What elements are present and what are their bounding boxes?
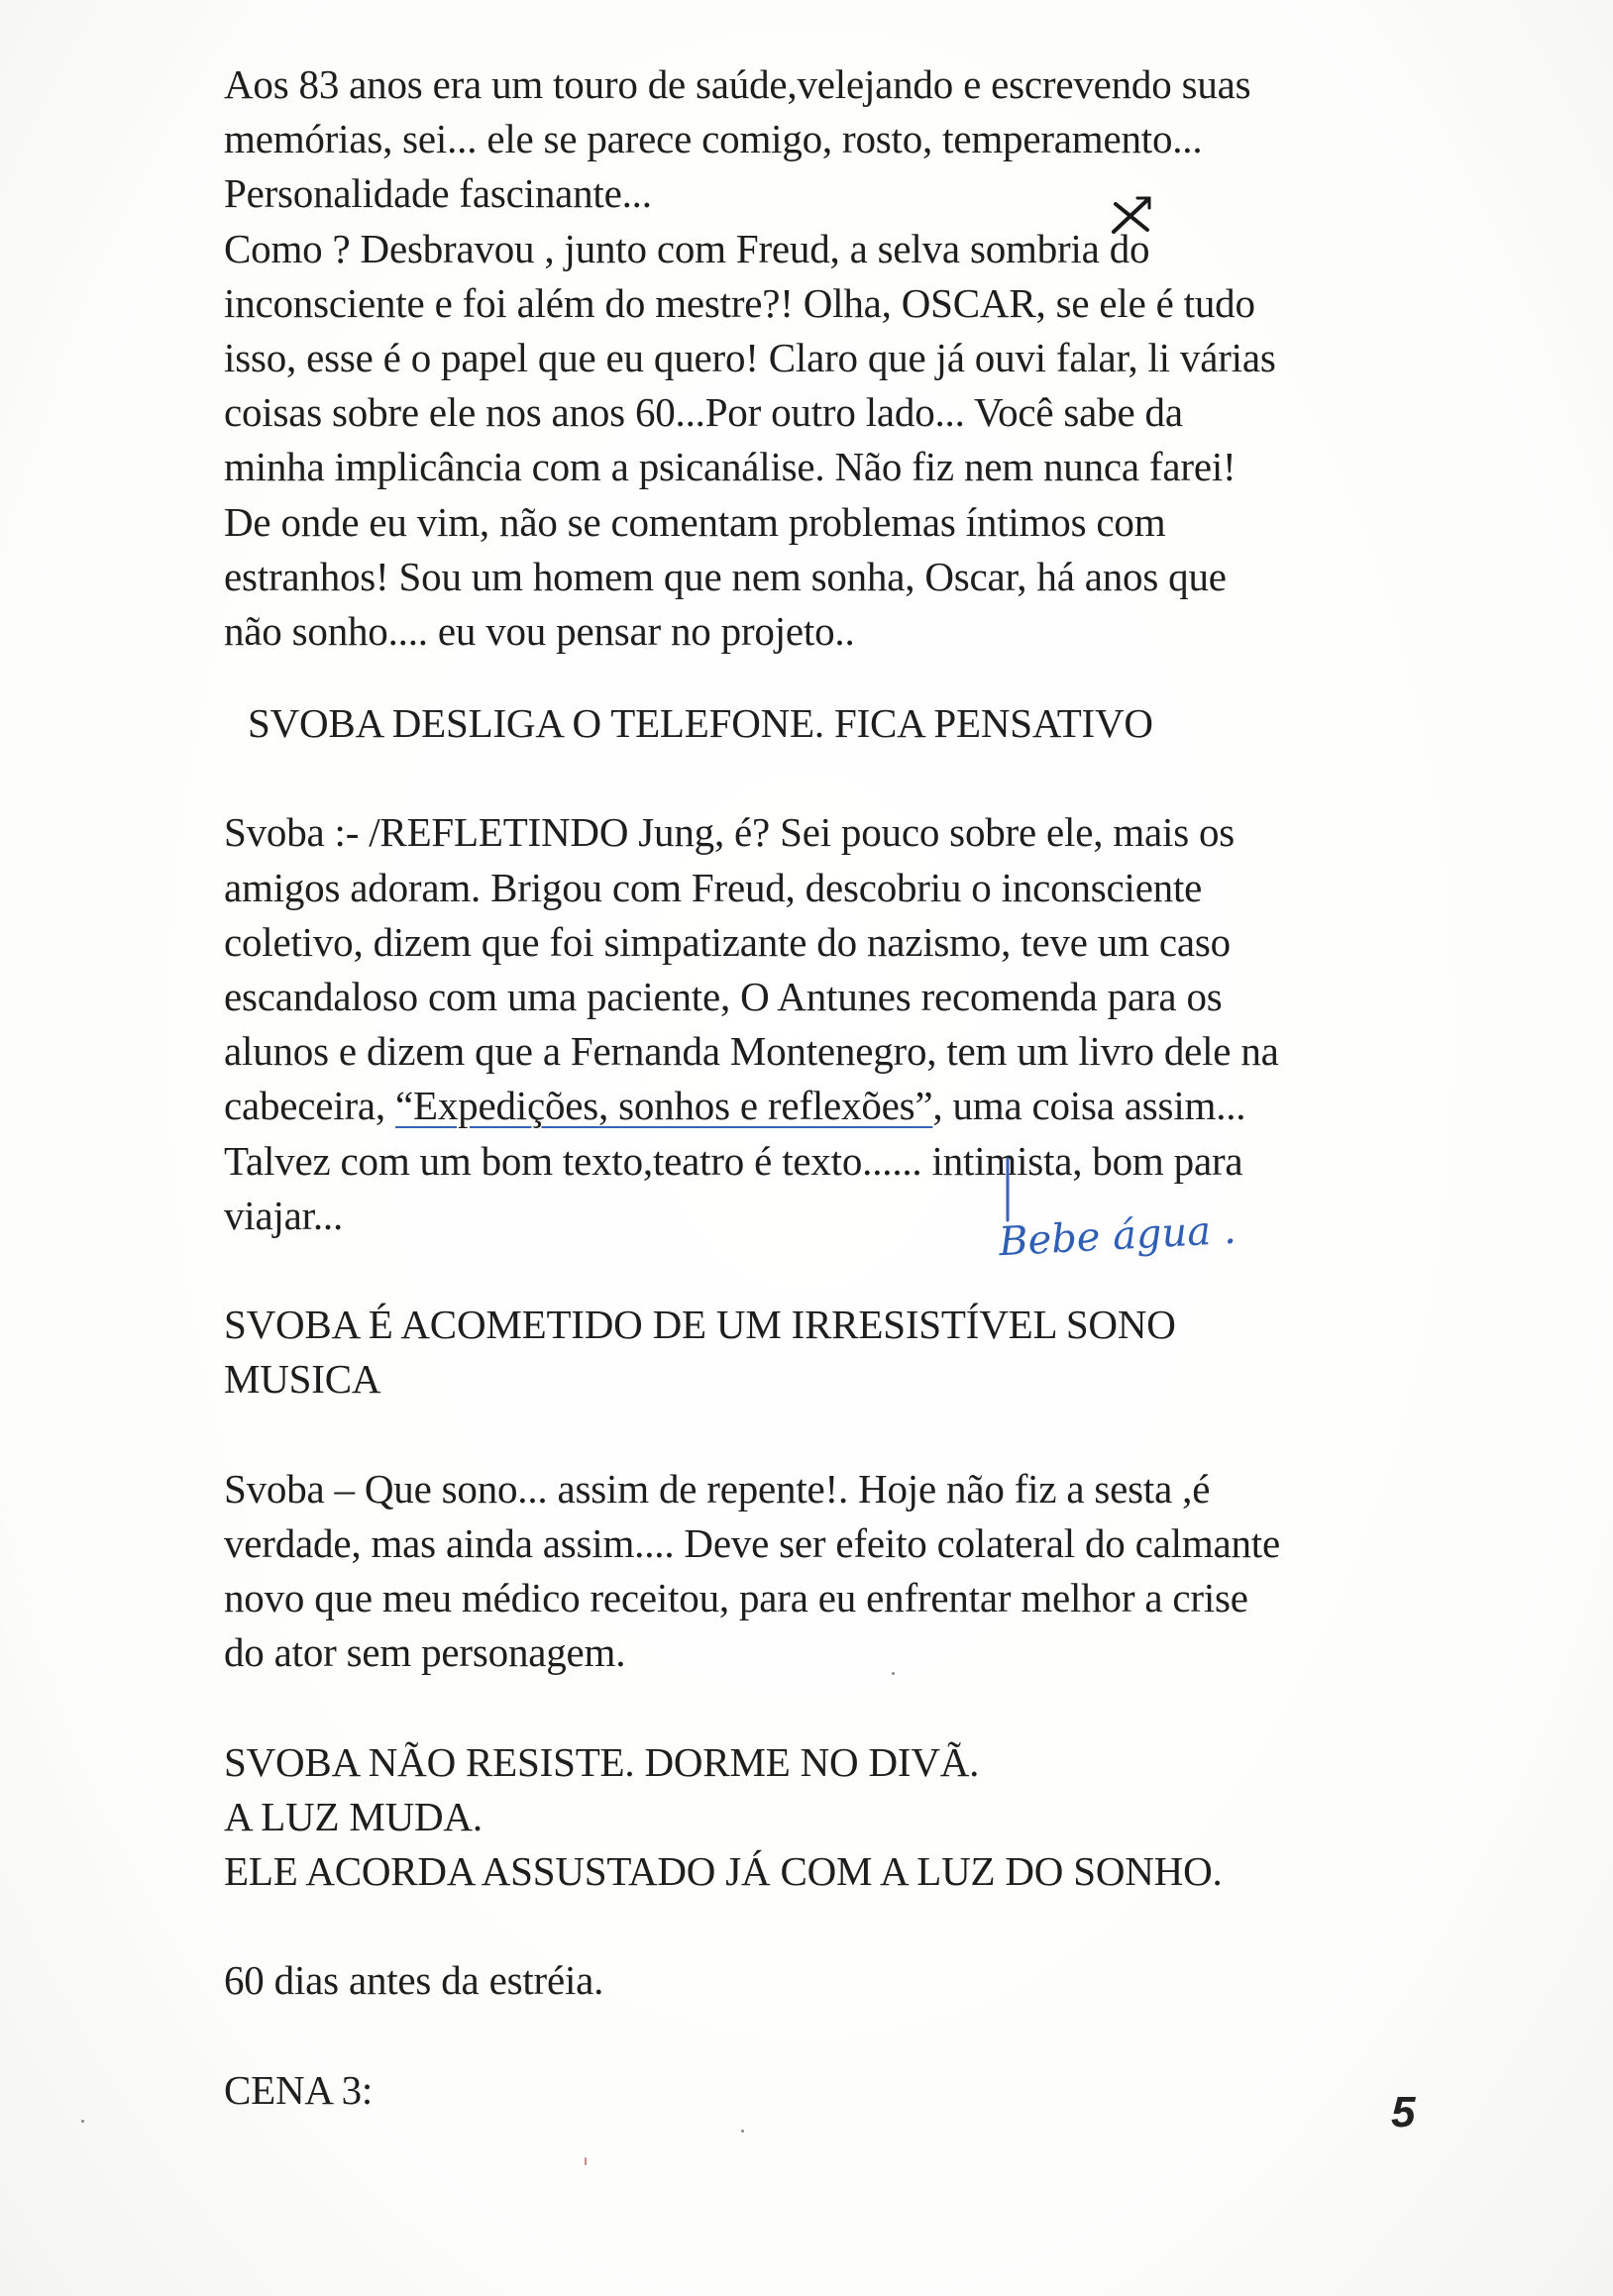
stage-direction: A LUZ MUDA. [224,1793,483,1839]
scene-heading: CENA 3: [224,2066,374,2113]
text-line: inconsciente e foi além do mestre?! Olha, OSCAR, se ele é tudo [224,279,1255,326]
script-text [224,57,1542,2118]
text-line: viajar... [224,1192,344,1238]
text-line: alunos e dizem que a Fernanda Montenegro, tem um livro dele na [224,1028,1279,1075]
text-line: Svoba – Que sono... assim de repente!. Hoje não fiz a sesta ,é [224,1465,1211,1512]
text-line: não sonho.... eu vou pensar no projeto.. [224,607,855,654]
text-line: Como ? Desbravou , junto com Freud, a selva sombria do [224,225,1150,271]
text-line: Talvez com um bom texto,teatro é texto...... intimista, bom para [224,1137,1243,1184]
pen-cross-mark-icon [1108,194,1155,238]
underlined-book-title: “Expedições, sonhos e reflexões” [395,1083,933,1129]
text-line: 60 dias antes da estréia. [224,1957,604,2004]
text-line: Svoba :- /REFLETINDO Jung, é? Sei pouco sobre ele, mais os [224,809,1236,856]
stage-direction: ELE ACORDA ASSUSTADO JÁ COM A LUZ DO SONHO. [224,1848,1223,1894]
scan-speck [585,2157,587,2165]
text-line: coisas sobre ele nos anos 60...Por outro lado... Você sabe da [224,389,1183,436]
scan-speck [892,1672,895,1675]
insertion-caret-mark-icon [1001,1157,1015,1226]
handwritten-note: Bebe água . [997,1206,1237,1266]
text-line: isso, esse é o papel que eu quero! Claro que já ouvi falar, li várias [224,334,1276,380]
text-line: amigos adoram. Brigou com Freud, descobriu o inconsciente [224,864,1203,910]
stage-direction: SVOBA É ACOMETIDO DE UM IRRESISTÍVEL SONO [224,1302,1176,1348]
text-segment: , uma coisa assim... [932,1083,1246,1129]
page-number: 5 [1391,2088,1416,2137]
text-line: novo que meu médico receitou, para eu enfrentar melhor a crise [224,1575,1248,1621]
stage-direction: SVOBA DESLIGA O TELEFONE. FICA PENSATIVO [248,700,1153,747]
text-line: verdade, mas ainda assim.... Deve ser efeito colateral do calmante [224,1519,1280,1566]
scan-speck [741,2130,744,2133]
text-line: minha implicância com a psicanálise. Não fiz nem nunca farei! [224,444,1237,490]
stage-direction: SVOBA NÃO RESISTE. DORME NO DIVÃ. [224,1738,980,1785]
text-line: coletivo, dizem que foi simpatizante do nazismo, teve um caso [224,918,1231,965]
stage-direction: MUSICA [224,1356,381,1403]
text-segment: cabeceira, [224,1083,396,1129]
scan-speck [81,2120,84,2123]
text-line-with-underline [224,1079,1542,1133]
text-line: escandaloso com uma paciente, O Antunes recomenda para os [224,974,1223,1019]
text-line: memórias, sei... ele se parece comigo, rosto, temperamento... [224,116,1203,162]
text-line: estranhos! Sou um homem que nem sonha, Oscar, há anos que [224,553,1227,599]
text-line: Aos 83 anos era um touro de saúde,velejando e escrevendo suas [224,61,1251,107]
text-line: De onde eu vim, não se comentam problemas íntimos com [224,498,1166,545]
text-line: Personalidade fascinante... [224,170,652,217]
text-line: do ator sem personagem. [224,1629,626,1676]
